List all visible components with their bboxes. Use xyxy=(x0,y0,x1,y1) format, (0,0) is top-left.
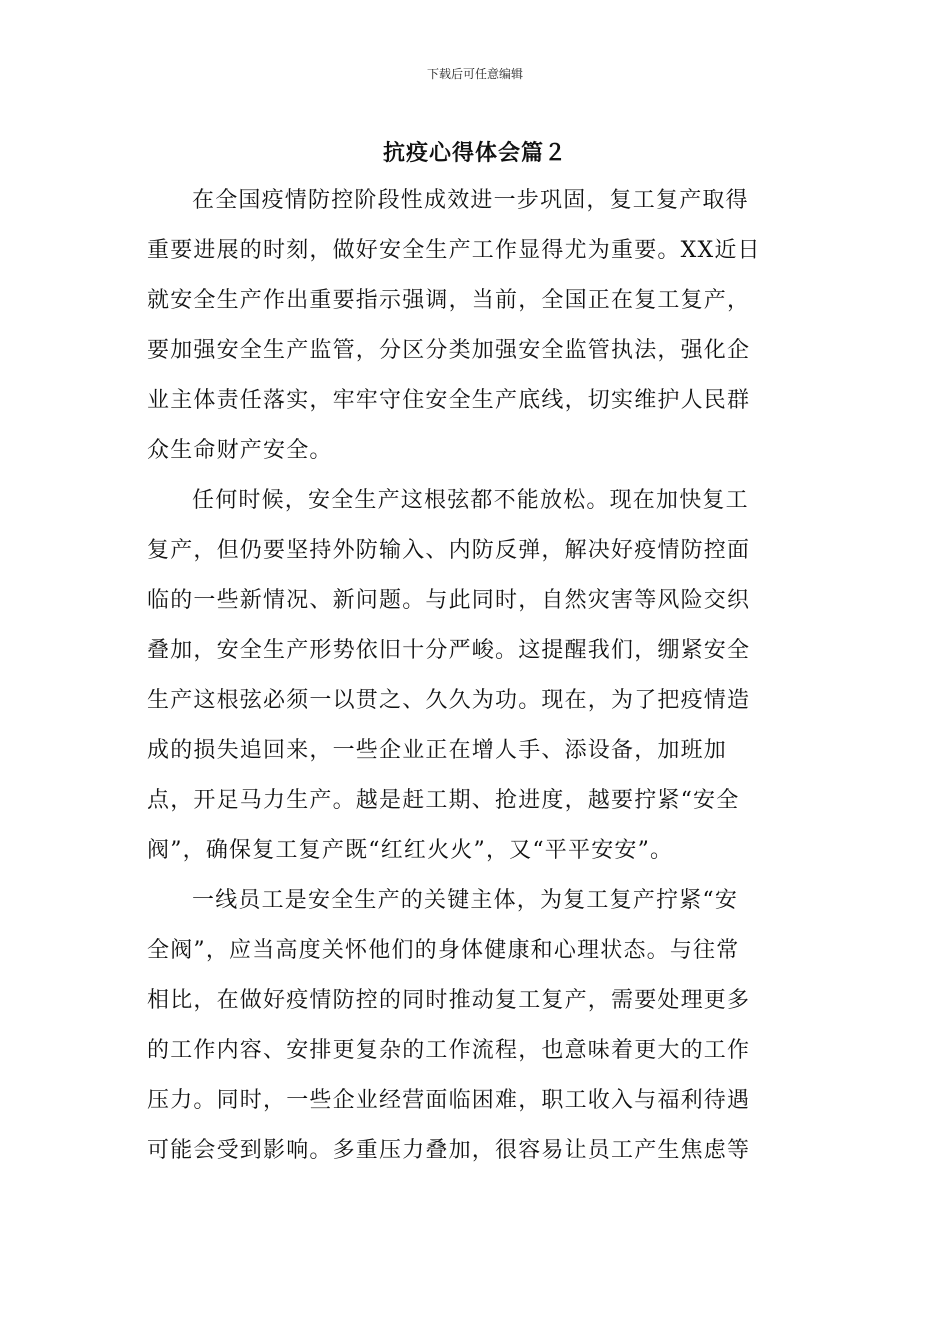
paragraph-2-line-3: 临的一些新情况、新问题。与此同时，自然灾害等风险交织 xyxy=(147,588,751,613)
paragraph-1-line-3: 就安全生产作出重要指示强调，当前，全国正在复工复产， xyxy=(147,288,751,313)
paragraph-3-line-6: 可能会受到影响。多重压力叠加，很容易让员工产生焦虑等 xyxy=(147,1138,751,1163)
paragraph-1-line-5: 业主体责任落实，牢牢守住安全生产底线，切实维护人民群 xyxy=(147,388,751,413)
paragraph-3-line-2: 全阀”，应当高度关怀他们的身体健康和心理状态。与往常 xyxy=(147,938,740,963)
paragraph-2-line-1: 任何时候，安全生产这根弦都不能放松。现在加快复工 xyxy=(192,488,749,513)
paragraph-2-line-4: 叠加，安全生产形势依旧十分严峻。这提醒我们，绷紧安全 xyxy=(147,638,751,663)
paragraph-2-line-2: 复产，但仍要坚持外防输入、内防反弹，解决好疫情防控面 xyxy=(147,538,751,563)
page-header-note: 下载后可任意编辑 xyxy=(426,67,523,81)
paragraph-3-line-4: 的工作内容、安排更复杂的工作流程，也意味着更大的工作 xyxy=(147,1038,751,1063)
paragraph-3-line-5: 压力。同时，一些企业经营面临困难，职工收入与福利待遇 xyxy=(147,1088,751,1113)
paragraph-2-line-8: 阀”，确保复工复产既“红红火火”，又“平平安安”。 xyxy=(147,838,674,863)
paragraph-1-line-6: 众生命财产安全。 xyxy=(147,438,333,463)
paragraph-3-line-3: 相比，在做好疫情防控的同时推动复工复产，需要处理更多 xyxy=(147,988,751,1013)
document-title: 抗疫心得体会篇２ xyxy=(382,140,567,166)
paragraph-2-line-7: 点，开足马力生产。越是赶工期、抢进度，越要拧紧“安全 xyxy=(147,788,740,813)
paragraph-1-line-4: 要加强安全生产监管，分区分类加强安全监管执法，强化企 xyxy=(147,338,751,363)
paragraph-1-line-2: 重要进展的时刻，做好安全生产工作显得尤为重要。XX近日 xyxy=(147,238,761,263)
paragraph-3-line-1: 一线员工是安全生产的关键主体，为复工复产拧紧“安 xyxy=(192,888,739,913)
paragraph-1-line-1: 在全国疫情防控阶段性成效进一步巩固，复工复产取得 xyxy=(192,188,749,213)
paragraph-2-line-6: 成的损失追回来，一些企业正在增人手、添设备，加班加 xyxy=(147,738,728,763)
paragraph-2-line-5: 生产这根弦必须一以贯之、久久为功。现在，为了把疫情造 xyxy=(147,688,751,713)
